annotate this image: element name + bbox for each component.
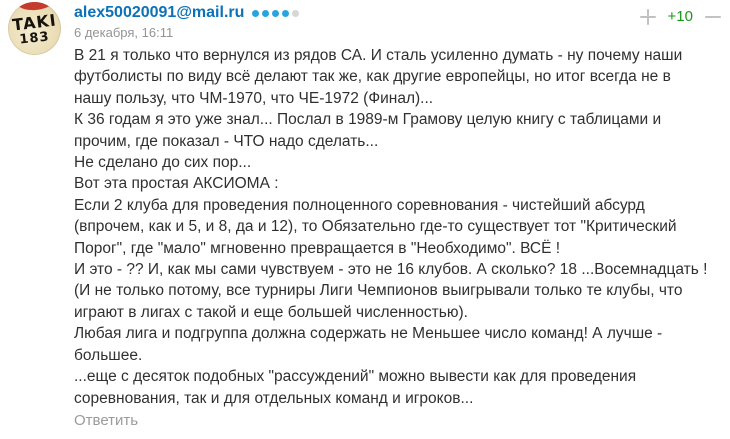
avatar-red-paint: [18, 2, 53, 11]
comment-paragraph: Если 2 клуба для проведения полноценного соревнования - чистейший абсурд (впрочем, как и 5, и 8, да и 12), то Обязательно где-то существует тот "Критический Порог", где "мало" мгновенно превращается в "Необходимо". ВСЁ !: [74, 196, 677, 257]
avatar-text-line2: 183: [18, 29, 51, 48]
user-rating-dots: [252, 10, 299, 17]
upvote-button[interactable]: [640, 9, 656, 25]
rating-dot: [282, 10, 289, 17]
vote-widget: [640, 8, 721, 25]
comment-paragraph: Любая лига и подгруппа должна содержать не Меньшее число команд! А лучше - большее.: [74, 325, 663, 364]
rating-dot: [252, 10, 259, 17]
comment-paragraph: В 21 я только что вернулся из рядов СА. И сталь усиленно думать - ну почему наши футболисты по виду всё делают так же, как другие европейцы, но итог всегда не в нашу пользу, что ЧМ-1970, что ЧЕ-1972 (Финал)...: [74, 47, 683, 107]
author-link[interactable]: alex50020091@mail.ru: [74, 4, 245, 21]
reply-button[interactable]: Ответить: [74, 412, 139, 429]
avatar-text-line1: TAKI: [11, 10, 58, 35]
rating-dot: [262, 10, 269, 17]
rating-dot: [272, 10, 279, 17]
downvote-button[interactable]: [705, 9, 721, 25]
author-block: [74, 4, 299, 22]
comment-header: [74, 4, 721, 25]
minus-icon: [705, 16, 721, 18]
comment-paragraph: К 36 годам я это уже знал... Послал в 1989-м Грамову целую книгу с таблицами и прочим, где показал - ЧТО надо сделать...: [74, 111, 662, 150]
user-avatar[interactable]: [8, 2, 61, 55]
comment-paragraph: Не сделано до сих пор...: [74, 154, 252, 172]
comment-paragraph: И это - ?? И, как мы сами чувствуем - это не 16 клубов. А сколько? 18 ...Восемнадцать ! (И не только потому, все турниры Лиги Чемпионов выигрывали только те клубы, что играют в лигах с такой и еще большей численностью).: [74, 261, 708, 321]
vote-score: +10: [667, 8, 693, 25]
comment-paragraph: Вот эта простая АКСИОМА :: [74, 175, 279, 193]
rating-dot: [292, 10, 299, 17]
comment-paragraph: ...еще с десяток подобных "рассуждений" можно вывести как для проведения соревнования, так и для отдельных команд и игроков...: [74, 368, 637, 407]
comment-date: 6 декабря, 16:11: [74, 25, 174, 40]
comment-body: [74, 45, 712, 409]
